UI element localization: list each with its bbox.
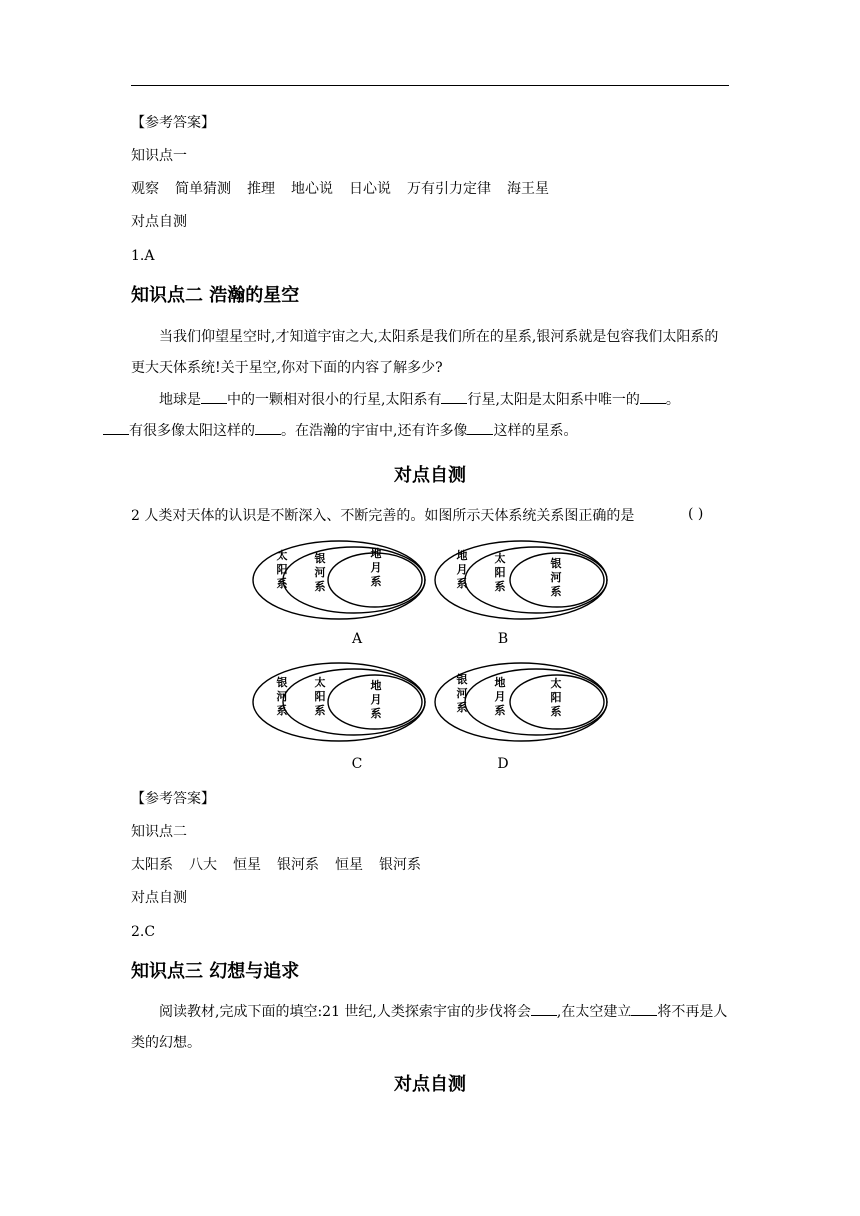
label-char: 系 [456,577,468,590]
label-char: 月 [494,690,506,703]
answer-word: 地心说 [291,181,333,197]
answer-word: 恒星 [335,857,363,873]
answer-word: 海王星 [507,181,549,197]
middle-label [315,675,326,717]
answer-word: 太阳系 [131,857,173,873]
fill-blank [531,1001,557,1016]
inner-label [371,546,382,588]
label-char: 月 [370,693,382,706]
answer-section-2: 知识点二 [131,824,187,840]
option-caption-b: B [497,631,509,647]
top-rule [131,85,729,86]
middle-label [315,551,326,593]
fill-blank [441,389,467,404]
answer-word: 银河系 [379,857,421,873]
answer-value-1: 1.A [131,248,155,264]
middle-label [495,551,506,593]
label-char: 河 [314,566,326,579]
outer-label [277,675,288,717]
label-char: 太 [550,677,562,690]
label-char: 系 [370,707,382,720]
text-run: 。在浩瀚的宇宙中,还有许多像 [281,423,468,439]
label-char: 系 [276,704,288,717]
answer-heading-1: 【参考答案】 [131,115,215,131]
text-run: 地球是 [159,392,201,408]
section-title-kp3: 知识点三 幻想与追求 [131,961,300,982]
label-char: 地 [370,547,382,560]
label-char: 银 [550,557,562,570]
label-char: 系 [370,575,382,588]
label-char: 系 [550,705,562,718]
answer-heading-2: 【参考答案】 [131,791,215,807]
text-run: 行星,太阳是太阳系中唯一的 [467,392,640,408]
fill-blank [640,389,666,404]
label-char: 阳 [494,566,506,579]
text-run: 中的一颗相对很小的行星,太阳系有 [227,392,442,408]
answer-word: 简单猜测 [175,181,231,197]
answer-words-1 [131,179,565,199]
label-char: 阳 [550,691,562,704]
fill-blank [201,389,227,404]
label-char: 月 [456,563,468,576]
label-char: 太 [276,549,288,562]
diagram-option-c [250,659,430,751]
answer-paren: ( ) [688,506,704,522]
outer-label [457,548,468,590]
label-char: 地 [370,679,382,692]
answer-words-2 [131,855,437,875]
answer-word: 银河系 [277,857,319,873]
self-test-heading-kp3: 对点自测 [394,1074,466,1095]
question-2: 2 人类对天体的认识是不断深入、不断完善的。如图所示天体系统关系图正确的是 [131,508,635,524]
answer-word: 日心说 [349,181,391,197]
section-title-kp2: 知识点二 浩瀚的星空 [131,285,300,306]
label-char: 月 [370,561,382,574]
self-test-heading-kp2: 对点自测 [394,465,466,486]
answer-word: 观察 [131,181,159,197]
label-char: 河 [276,690,288,703]
label-char: 地 [494,676,506,689]
diagram-option-a [250,537,430,629]
self-test-label-2: 对点自测 [131,890,187,906]
fill-blank [103,420,129,435]
label-char: 阳 [314,690,326,703]
kp3-paragraph-1 [131,997,729,1059]
middle-label [495,675,506,717]
answer-word: 推理 [247,181,275,197]
label-char: 太 [494,552,506,565]
diagram-option-b [432,537,612,629]
label-char: 系 [550,585,562,598]
text-run: 阅读教材,完成下面的填空:21 世纪,人类探索宇宙的步伐将会 [159,1004,531,1020]
answer-word: 恒星 [233,857,261,873]
answer-section-1: 知识点一 [131,148,187,164]
label-char: 河 [550,571,562,584]
fill-blank [255,420,281,435]
label-char: 地 [456,549,468,562]
label-char: 阳 [276,563,288,576]
label-char: 系 [276,577,288,590]
text-run: 有很多像太阳这样的 [129,423,255,439]
answer-value-2: 2.C [131,924,156,940]
answer-word: 万有引力定律 [407,181,491,197]
label-char: 河 [456,687,468,700]
label-char: 系 [494,704,506,717]
self-test-label-1: 对点自测 [131,214,187,230]
text-run: 这样的星系。 [493,423,578,439]
inner-label [551,676,562,718]
text-run: 将不再是人类的幻想。 [131,1004,728,1051]
outer-label [277,548,288,590]
text-run: 。 [665,392,680,408]
label-char: 系 [456,701,468,714]
label-char: 太 [314,676,326,689]
outer-label [457,672,468,714]
label-char: 银 [456,673,468,686]
fill-blank [631,1001,657,1016]
label-char: 银 [314,552,326,565]
label-char: 系 [314,580,326,593]
option-caption-c: C [351,756,363,772]
inner-label [551,556,562,598]
label-char: 系 [494,580,506,593]
answer-word: 八大 [189,857,217,873]
diagram-option-d [432,659,612,751]
kp2-paragraph-1: 当我们仰望星空时,才知道宇宙之大,太阳系是我们所在的星系,银河系就是包容我们太阳系的更大天体系统!关于星空,你对下面的内容了解多少? [131,329,719,376]
label-char: 银 [276,676,288,689]
fill-blank [467,420,493,435]
option-caption-a: A [351,631,363,647]
inner-label [371,678,382,720]
kp2-paragraph-2 [131,385,729,447]
option-caption-d: D [497,756,509,772]
text-run: ,在太空建立 [556,1004,632,1020]
label-char: 系 [314,704,326,717]
